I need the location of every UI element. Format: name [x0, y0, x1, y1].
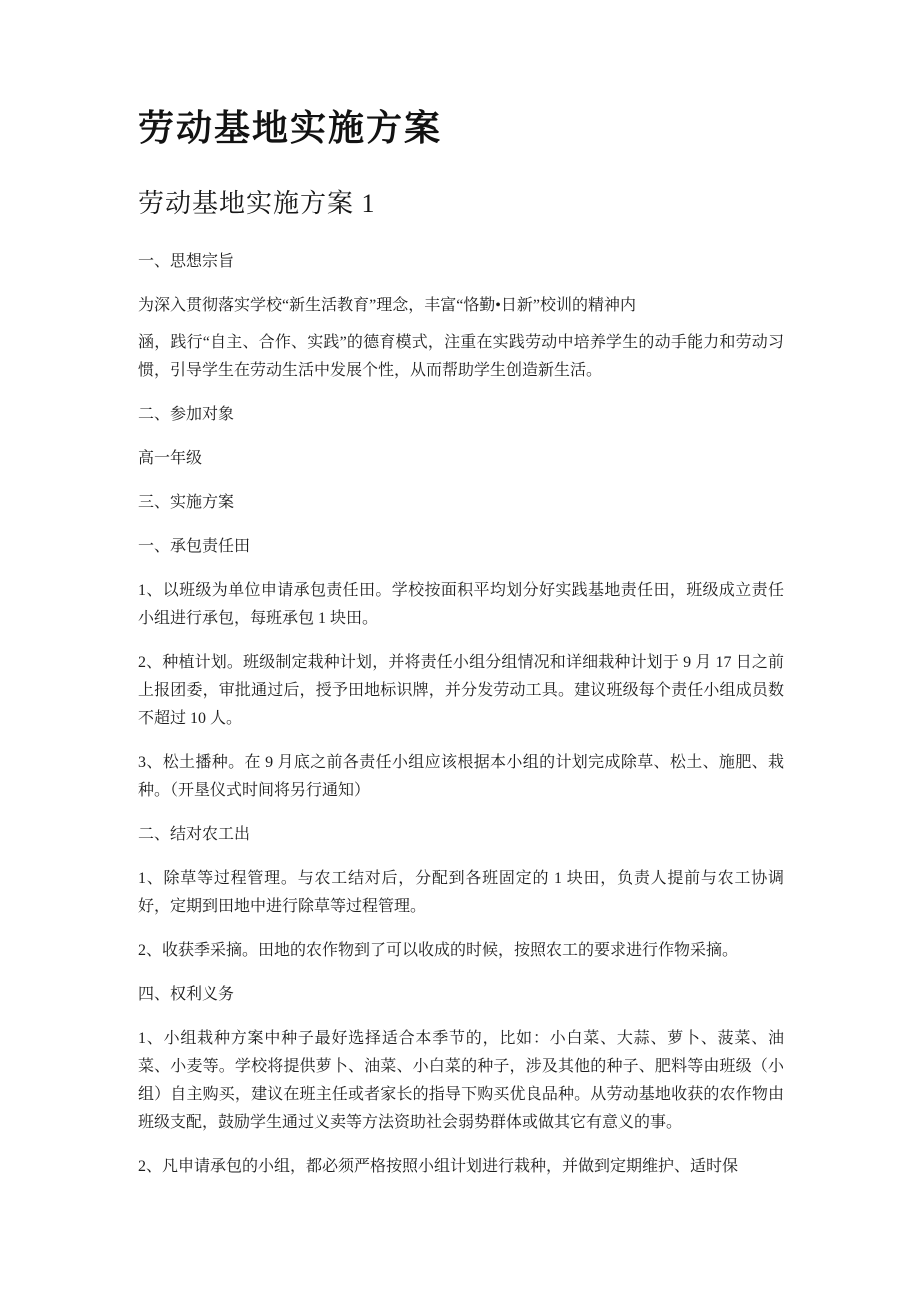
section-heading-implementation: 三、实施方案: [138, 494, 235, 511]
section-heading-participants: 二、参加对象: [138, 406, 235, 423]
document-content: [138, 104, 784, 1197]
paragraph-pair-item1: 1、除草等过程管理。与农工结对后，分配到各班固定的 1 块田，负责人提前与农工协调好，定期到田地中进行除草等过程管理。: [138, 870, 784, 915]
paragraph-pair-item2: 2、收获季采摘。田地的农作物到了可以收成的时候，按照农工的要求进行作物采摘。: [138, 942, 739, 959]
paragraph-intro-line1: 为深入贯彻落实学校“新生活教育”理念，丰富“恪勤•日新”校训的精神内: [138, 297, 637, 314]
paragraph-intro-line2: 涵，践行“自主、合作、实践”的德育模式，注重在实践劳动中培养学生的动手能力和劳动习惯，引导学生在劳动生活中发展个性，从而帮助学生创造新生活。: [138, 334, 784, 379]
paragraph-rights-item1: 1、小组栽种方案中种子最好选择适合本季节的，比如：小白菜、大蒜、萝卜、菠菜、油菜、小麦等。学校将提供萝卜、油菜、小白菜的种子，涉及其他的种子、肥料等由班级（小组）自主购买，建议在班主任或者家长的指导下购买优良品种。从劳动基地收获的农作物由班级支配，鼓励学生通过义卖等方法资助社会弱势群体或做其它有意义的事。: [138, 1030, 784, 1131]
section-heading-thought-purpose: 一、思想宗旨: [138, 253, 235, 270]
paragraph-rights-item2-truncated: 2、凡申请承包的小组，都必须严格按照小组计划进行栽种，并做到定期维护、适时保: [138, 1158, 739, 1175]
subsection-heading-pair-farmers: 二、结对农工出: [138, 826, 251, 843]
paragraph-contract-item1: 1、以班级为单位申请承包责任田。学校按面积平均划分好实践基地责任田，班级成立责任小组进行承包，每班承包 1 块田。: [138, 582, 784, 627]
section-heading-rights-obligations: 四、权利义务: [138, 986, 235, 1003]
paragraph-contract-item2: 2、种植计划。班级制定栽种计划，并将责任小组分组情况和详细栽种计划于 9 月 17 日之前上报团委，审批通过后，授予田地标识牌，并分发劳动工具。建议班级每个责任小组成员数不超过 10 人。: [138, 654, 784, 727]
paragraph-grade: 高一年级: [138, 450, 203, 467]
paragraph-contract-item3: 3、松土播种。在 9 月底之前各责任小组应该根据本小组的计划完成除草、松土、施肥、栽种。（开垦仪式时间将另行通知）: [138, 754, 784, 799]
doc-title: 劳动基地实施方案: [138, 108, 443, 148]
subsection-heading-contract-field: 一、承包责任田: [138, 538, 251, 555]
doc-subtitle: 劳动基地实施方案 1: [138, 189, 376, 218]
